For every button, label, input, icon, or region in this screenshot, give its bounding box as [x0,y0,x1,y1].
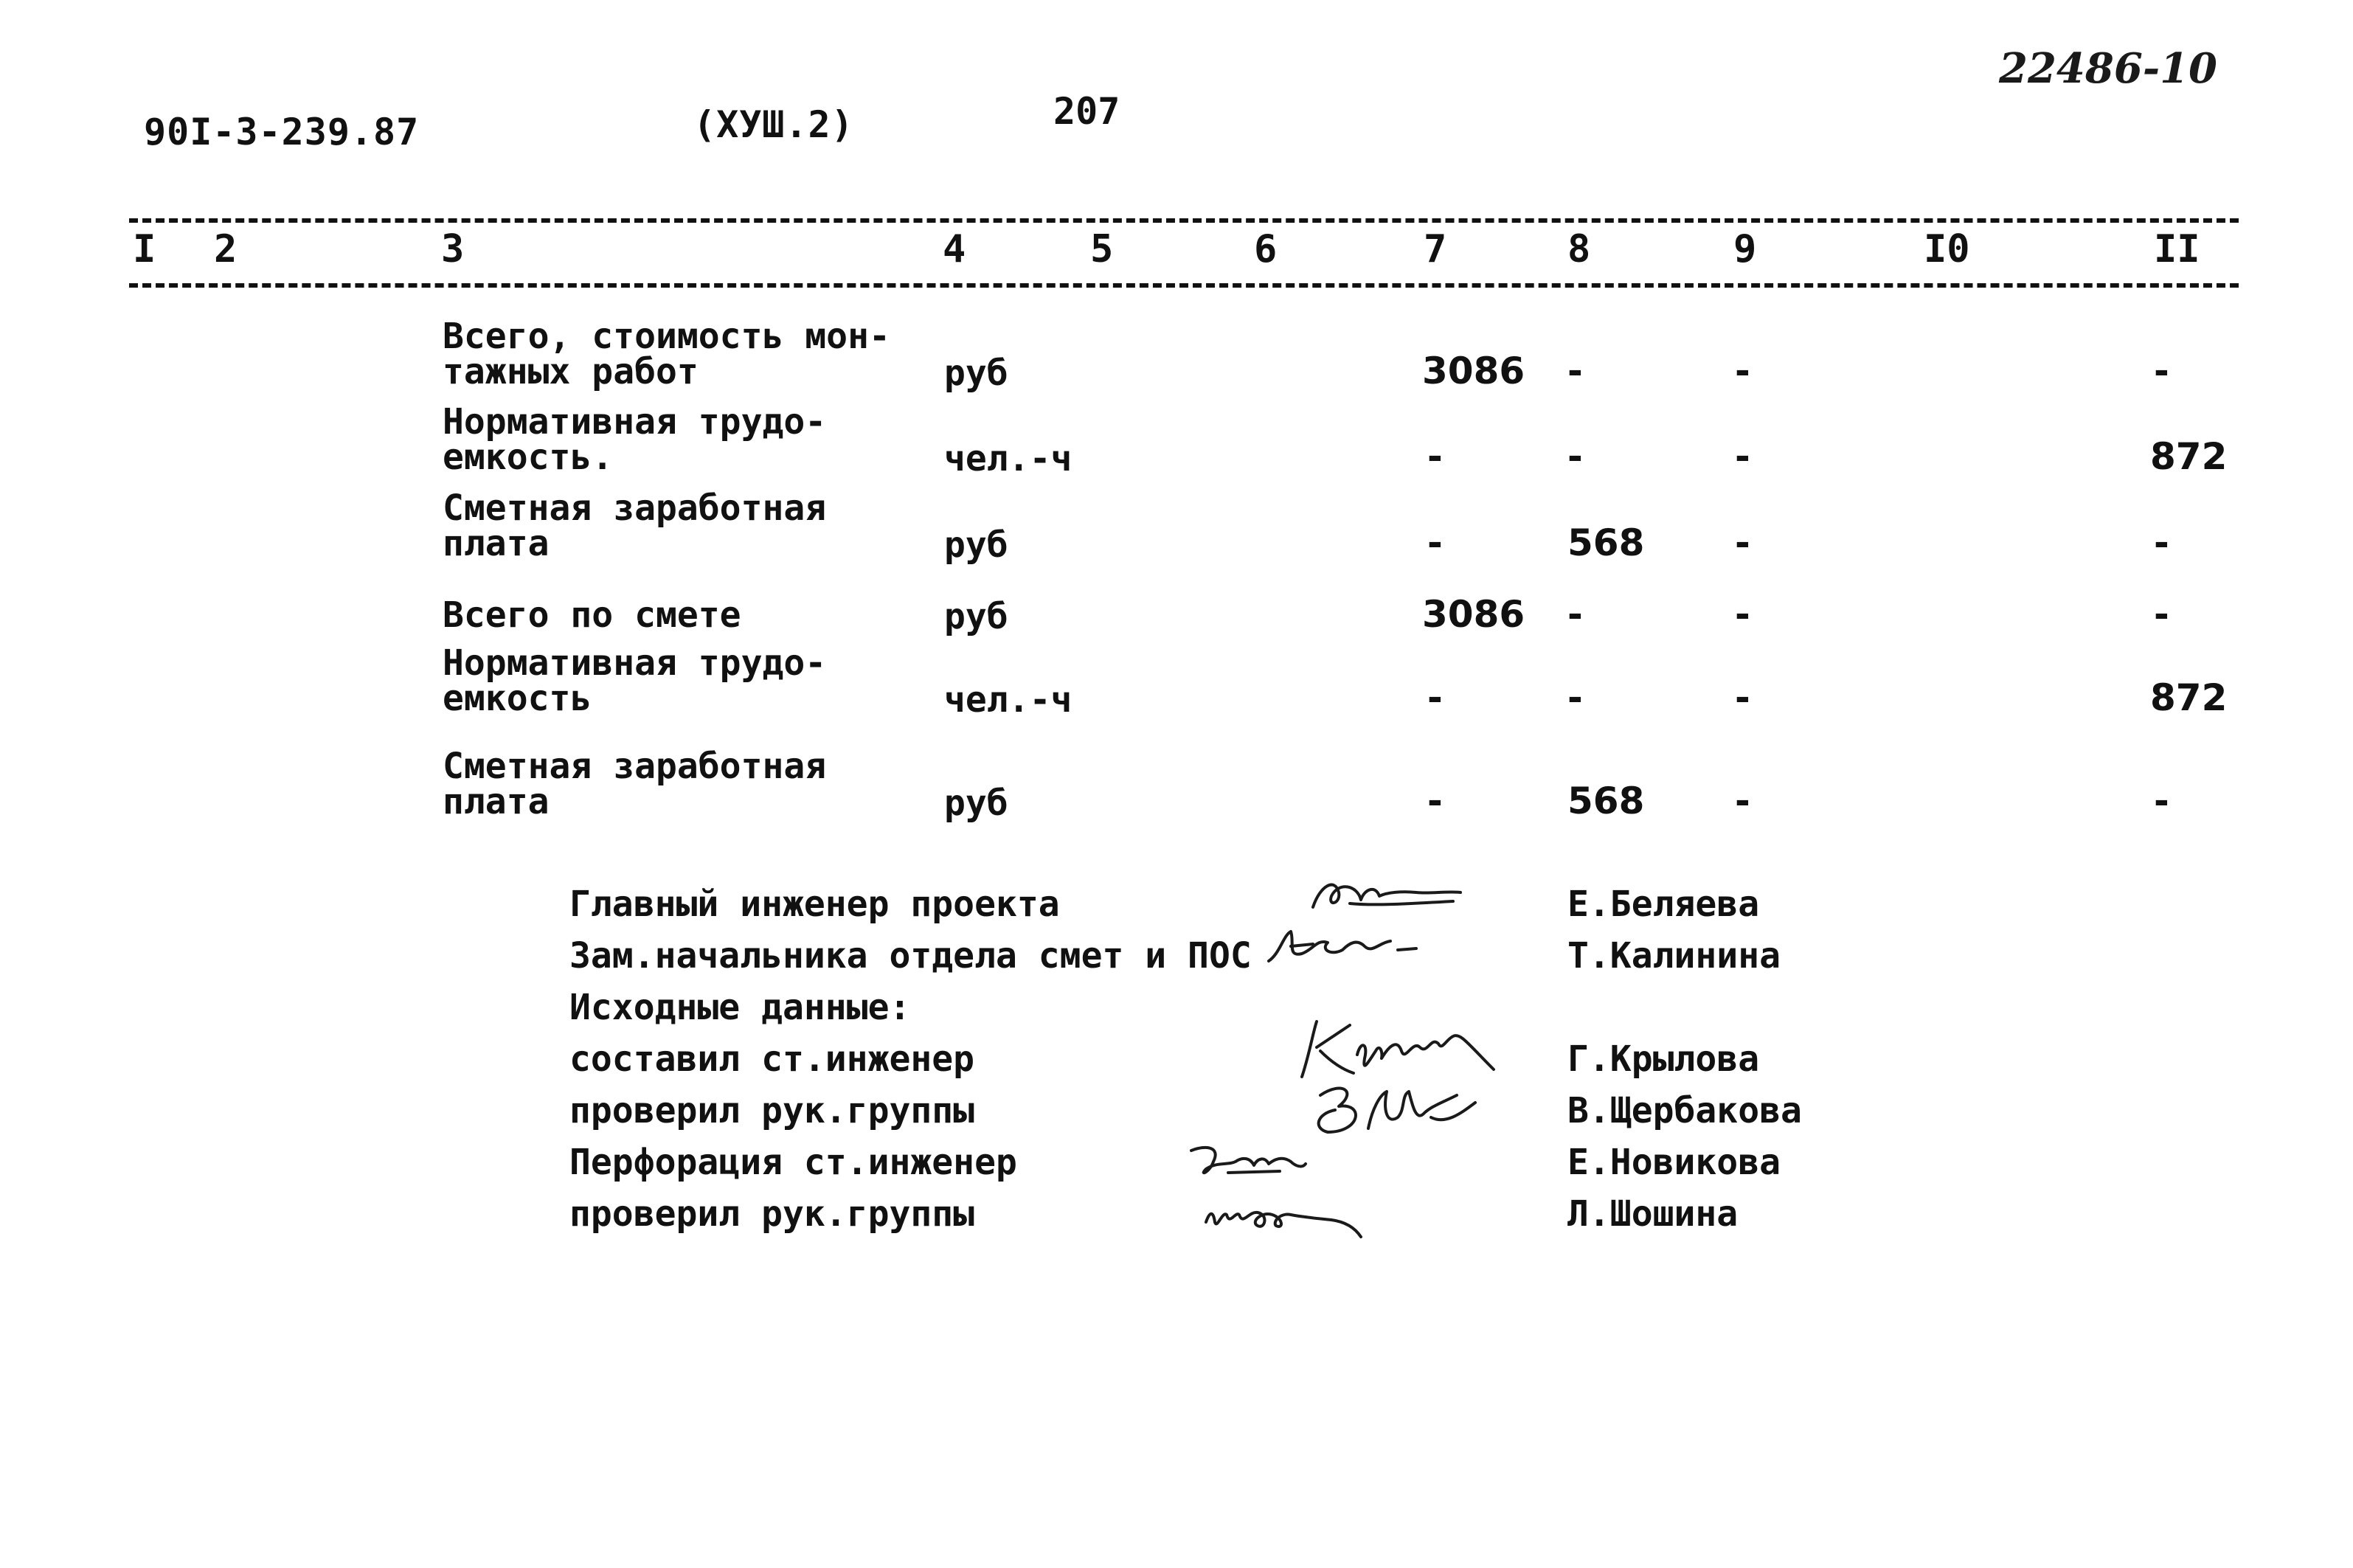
signatory-role: проверил рук.группы [569,1193,975,1235]
document-code: 90I-3-239.87 [144,111,420,153]
row-label-line: плата [443,523,550,564]
signatory-name: Е.Беляева [1567,884,1760,925]
row-label-line: тажных работ [443,351,699,392]
signature-belyaeva-icon [1306,870,1468,925]
column-number-6: 6 [1254,227,1278,271]
row-label-line: Всего, стоимость мон- [443,316,890,357]
row-value-col8: - [1567,676,1583,719]
column-number-8: 8 [1567,227,1591,271]
column-number-2: 2 [214,227,238,271]
column-number-9: 9 [1733,227,1757,271]
row-value-col11: - [2154,593,2169,636]
column-number-3: 3 [441,227,465,271]
signatory-name: Т.Калинина [1567,935,1781,976]
column-number-1: I [133,227,156,271]
signatory-role: Перфорация ст.инженер [569,1142,1017,1183]
row-value-col8: - [1567,593,1583,636]
signature-shcherbakova-icon [1298,1073,1483,1150]
page-number: 207 [1053,90,1120,133]
row-value-col9: - [1735,593,1750,636]
row-value-col8: 568 [1567,780,1645,822]
row-value-col9: - [1735,780,1750,822]
row-value-col7: 3086 [1422,593,1525,636]
row-unit: руб [944,783,1008,824]
row-unit: руб [944,596,1008,637]
row-value-col9: - [1735,350,1750,392]
row-label-line: Нормативная трудо- [443,401,827,443]
signature-kalinina-icon [1261,920,1431,975]
header-top-rule [129,218,2239,223]
header-bottom-rule [129,283,2239,288]
source-data-heading: Исходные данные: [569,987,911,1028]
row-value-col8: 568 [1567,521,1645,564]
table-row [443,642,827,719]
signatory-name: Г.Крылова [1567,1038,1760,1080]
row-label-line: емкость [443,678,592,719]
row-value-col7: 3086 [1422,350,1525,392]
row-unit: руб [944,524,1008,566]
table-row [443,488,827,564]
signatory-name: Л.Шошина [1567,1193,1739,1235]
signatory-role: проверил рук.группы [569,1090,975,1131]
signatory-role: составил ст.инженер [569,1038,975,1080]
signature-shoshina-icon [1199,1189,1376,1251]
row-value-col9: - [1735,521,1750,564]
row-value-col11: 872 [2150,435,2228,478]
row-value-col7: - [1427,780,1443,822]
section-number: (XУШ.2) [693,103,854,146]
column-number-7: 7 [1424,227,1447,271]
row-label-line: Сметная заработная [443,746,827,787]
row-value-col11: - [2154,780,2169,822]
row-value-col11: - [2154,350,2169,392]
row-value-col7: - [1427,435,1443,478]
signatory-role: Главный инженер проекта [569,884,1060,925]
archive-number-handwritten: 22486-10 [1999,44,2217,93]
column-number-11: II [2154,227,2200,271]
column-number-4: 4 [943,227,966,271]
row-label-line: Нормативная трудо- [443,642,827,684]
row-value-col11: - [2154,521,2169,564]
column-number-10: I0 [1924,227,1970,271]
signatory-name: В.Щербакова [1567,1090,1802,1131]
row-value-col11: 872 [2150,676,2228,719]
row-value-col8: - [1567,435,1583,478]
column-number-5: 5 [1090,227,1114,271]
signatory-role: Зам.начальника отдела смет и ПОС [569,935,1252,976]
row-label-line: плата [443,781,550,822]
table-row [443,746,827,822]
table-row [443,594,741,636]
signature-novikova-icon [1184,1136,1309,1190]
row-value-col8: - [1567,350,1583,392]
row-value-col7: - [1427,676,1443,719]
row-label-line: Всего по смете [443,594,741,636]
row-unit: руб [944,353,1008,394]
row-value-col7: - [1427,521,1443,564]
table-row [443,316,890,392]
row-label-line: емкость. [443,437,614,478]
signatory-name: Е.Новикова [1567,1142,1781,1183]
table-row [443,401,827,478]
row-value-col9: - [1735,676,1750,719]
row-unit: чел.-ч [944,679,1072,721]
row-value-col9: - [1735,435,1750,478]
row-unit: чел.-ч [944,438,1072,479]
row-label-line: Сметная заработная [443,488,827,529]
